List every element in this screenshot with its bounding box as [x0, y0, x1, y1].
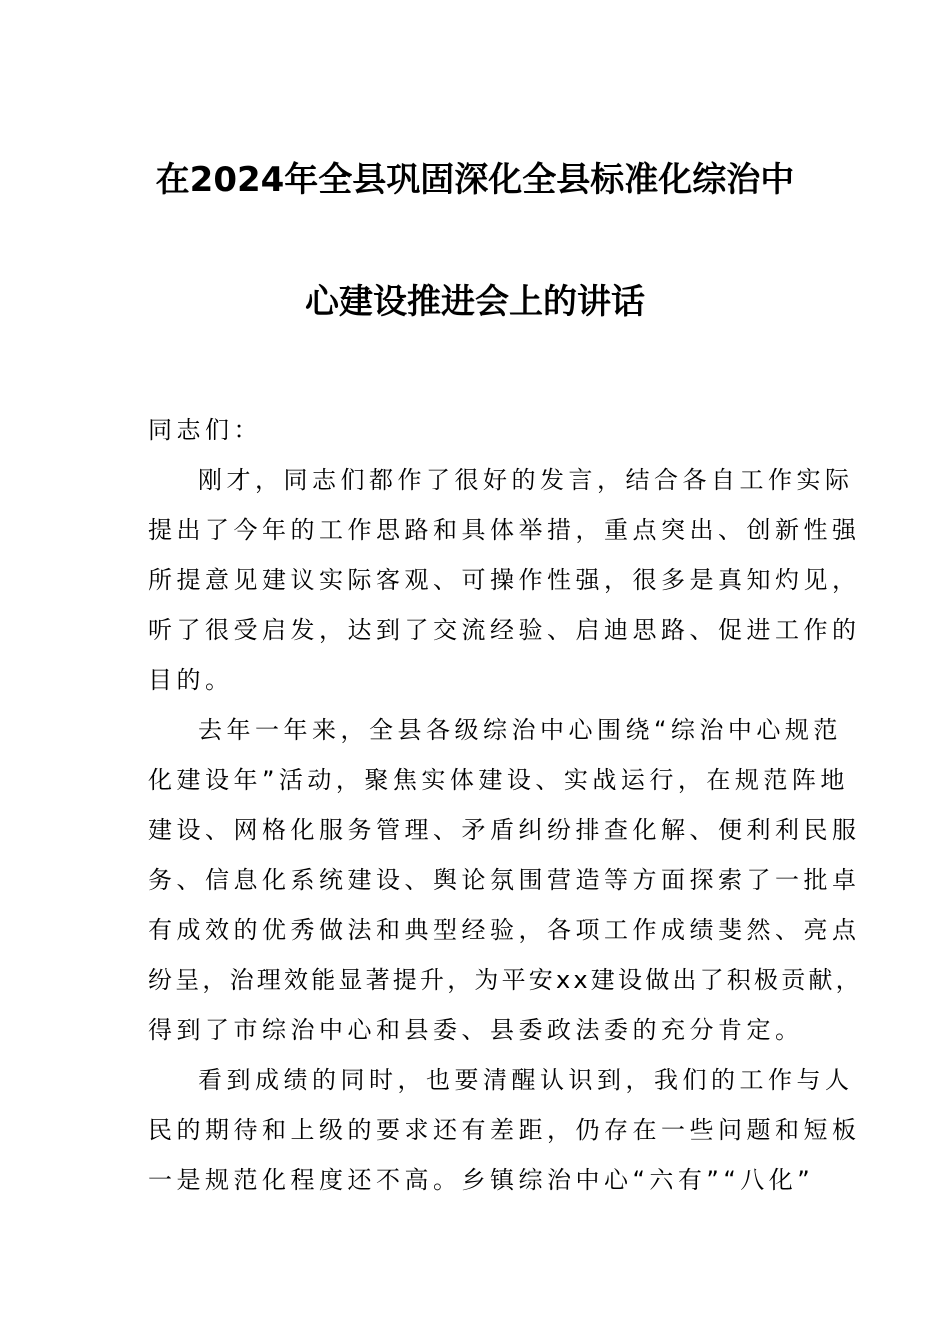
- document-title-line-2: 心建设推进会上的讲话: [305, 282, 645, 322]
- paragraph-2-line-7: 得到了市综治中心和县委、县委政法委的充分肯定。: [148, 1016, 804, 1044]
- paragraph-2-line-1: 去年一年来，全县各级综治中心围绕“综治中心规范: [198, 716, 842, 744]
- paragraph-2-line-4: 务、信息化系统建设、舆论氛围营造等方面探索了一批卓: [148, 866, 861, 894]
- paragraph-2-line-2: 化建设年”活动，聚焦实体建设、实战运行，在规范阵地: [148, 766, 849, 794]
- paragraph-1-line-1: 刚才，同志们都作了很好的发言，结合各自工作实际: [198, 466, 854, 494]
- paragraph-2-line-3: 建设、网格化服务管理、矛盾纠纷排查化解、便利利民服: [148, 816, 861, 844]
- paragraph-3-line-1: 看到成绩的同时，也要清醒认识到，我们的工作与人: [198, 1066, 854, 1094]
- paragraph-3-line-3: 一是规范化程度还不高。乡镇综治中心“六有”“八化”: [148, 1166, 815, 1194]
- paragraph-1-line-2: 提出了今年的工作思路和具体举措，重点突出、创新性强: [148, 516, 861, 544]
- paragraph-1-line-5: 目的。: [148, 666, 234, 694]
- paragraph-2-line-6: 纷呈，治理效能显著提升，为平安xx建设做出了积极贡献，: [148, 966, 863, 994]
- salutation: 同志们：: [148, 416, 262, 444]
- document-title-line-1: 在2024年全县巩固深化全县标准化综治中: [155, 160, 795, 200]
- paragraph-1-line-4: 听了很受启发，达到了交流经验、启迪思路、促进工作的: [148, 616, 861, 644]
- paragraph-1-line-3: 所提意见建议实际客观、可操作性强，很多是真知灼见，: [148, 566, 861, 594]
- paragraph-2-line-5: 有成效的优秀做法和典型经验，各项工作成绩斐然、亮点: [148, 916, 861, 944]
- paragraph-3-line-2: 民的期待和上级的要求还有差距，仍存在一些问题和短板: [148, 1116, 861, 1144]
